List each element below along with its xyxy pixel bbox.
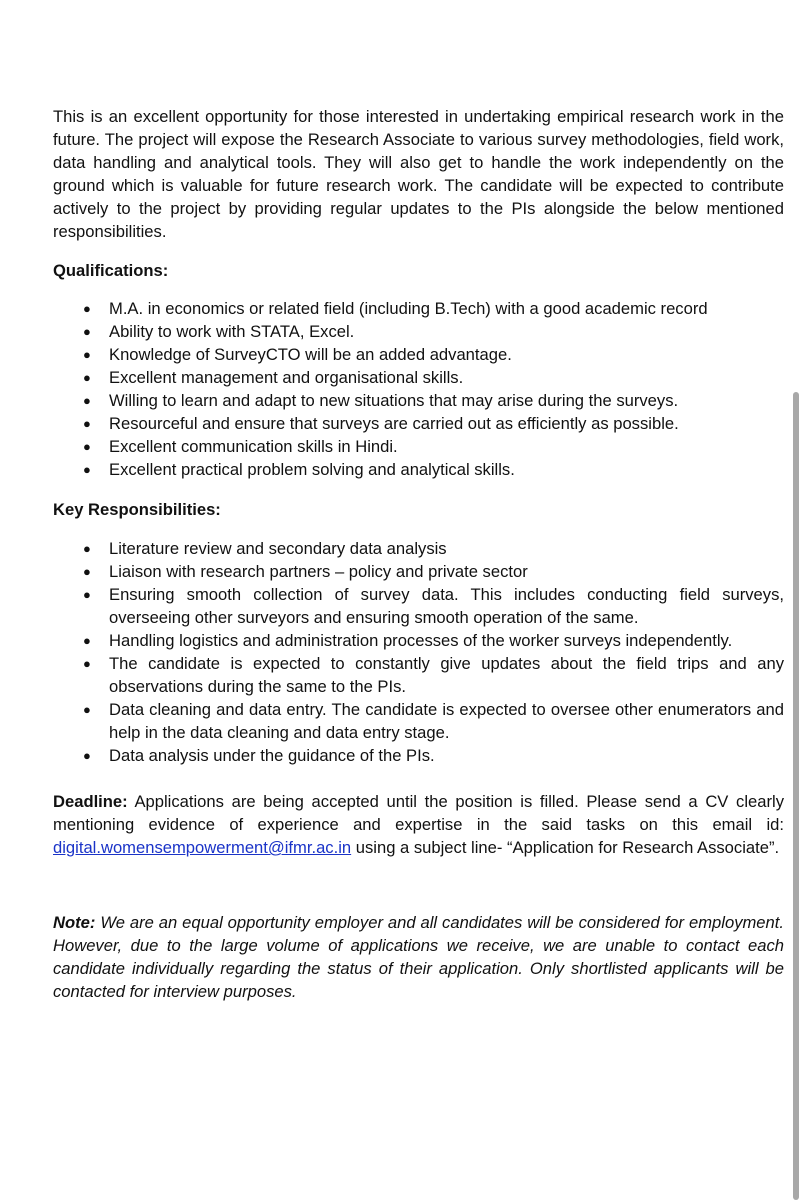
bullet-icon: ● bbox=[83, 347, 91, 362]
qualifications-heading: Qualifications: bbox=[53, 261, 169, 280]
bullet-icon: ● bbox=[83, 393, 91, 408]
deadline-text: Applications are being accepted until the position is filled. Please send a CV clearly mentioning evidence of experience and expertise in the said tasks on this email id: bbox=[53, 792, 784, 834]
list-item-text: Ensuring smooth collection of survey data. This includes conducting field surveys, overseeing other surveyors and ensuring smooth operation of the same. bbox=[109, 585, 784, 627]
bullet-icon: ● bbox=[83, 370, 91, 385]
list-item bbox=[53, 320, 784, 343]
list-item-text: M.A. in economics or related field (including B.Tech) with a good academic record bbox=[109, 299, 708, 318]
list-item bbox=[53, 412, 784, 435]
note-label: Note: bbox=[53, 913, 96, 932]
responsibilities-heading: Key Responsibilities: bbox=[53, 500, 221, 519]
bullet-icon: ● bbox=[83, 633, 91, 648]
list-item bbox=[53, 297, 784, 320]
list-item-text: Ability to work with STATA, Excel. bbox=[109, 322, 355, 341]
list-item bbox=[53, 389, 784, 412]
deadline-label: Deadline: bbox=[53, 792, 128, 811]
bullet-icon: ● bbox=[83, 541, 91, 556]
list-item-text: Resourceful and ensure that surveys are carried out as efficiently as possible. bbox=[109, 414, 679, 433]
bullet-icon: ● bbox=[83, 587, 91, 602]
list-item bbox=[53, 343, 784, 366]
list-item-text: Excellent practical problem solving and analytical skills. bbox=[109, 460, 515, 479]
email-link[interactable]: digital.womensempowerment@ifmr.ac.in bbox=[53, 838, 352, 857]
list-item bbox=[53, 583, 784, 629]
list-item-text: Data cleaning and data entry. The candidate is expected to oversee other enumerators and help in the data cleaning and data entry stage. bbox=[109, 700, 784, 742]
bullet-icon: ● bbox=[83, 656, 91, 671]
list-item bbox=[53, 458, 784, 481]
list-item-text: Data analysis under the guidance of the PIs. bbox=[109, 746, 435, 765]
list-item-text: Excellent communication skills in Hindi. bbox=[109, 437, 398, 456]
list-item-text: Excellent management and organisational skills. bbox=[109, 368, 464, 387]
bullet-icon: ● bbox=[83, 702, 91, 717]
qualifications-list bbox=[53, 297, 784, 481]
list-item bbox=[53, 560, 784, 583]
list-item bbox=[53, 698, 784, 744]
list-item-text: Literature review and secondary data analysis bbox=[109, 539, 447, 558]
bullet-icon: ● bbox=[83, 416, 91, 431]
scrollbar[interactable] bbox=[793, 392, 799, 1200]
list-item-text: Knowledge of SurveyCTO will be an added advantage. bbox=[109, 345, 512, 364]
responsibilities-list bbox=[53, 537, 784, 767]
bullet-icon: ● bbox=[83, 301, 91, 316]
list-item-text: The candidate is expected to constantly give updates about the field trips and any observations during the same to the PIs. bbox=[109, 654, 784, 696]
list-item bbox=[53, 435, 784, 458]
list-item-text: Handling logistics and administration processes of the worker surveys independently. bbox=[109, 631, 733, 650]
list-item bbox=[53, 537, 784, 560]
note-paragraph bbox=[53, 911, 784, 1003]
bullet-icon: ● bbox=[83, 324, 91, 339]
list-item bbox=[53, 652, 784, 698]
intro-paragraph: This is an excellent opportunity for those interested in undertaking empirical research work in the future. The project will expose the Research Associate to various survey methodologies, field work, data handling and analytical tools. They will also get to handle the work independently on the ground which is valuable for future research work. The candidate will be expected to contribute actively to the project by providing regular updates to the PIs alongside the below mentioned responsibilities. bbox=[53, 107, 784, 241]
list-item-text: Willing to learn and adapt to new situations that may arise during the surveys. bbox=[109, 391, 679, 410]
list-item-text: Liaison with research partners – policy and private sector bbox=[109, 562, 528, 581]
list-item bbox=[53, 366, 784, 389]
bullet-icon: ● bbox=[83, 564, 91, 579]
deadline-paragraph bbox=[53, 790, 784, 859]
bullet-icon: ● bbox=[83, 748, 91, 763]
note-text: We are an equal opportunity employer and all candidates will be considered for employment. However, due to the large volume of applications we receive, we are unable to contact each candidate individually regarding the status of their application. Only shortlisted applicants will be contacted for interview purposes. bbox=[53, 913, 784, 1001]
deadline-text-after: using a subject line- “Application for Research Associate”. bbox=[351, 838, 780, 857]
bullet-icon: ● bbox=[83, 439, 91, 454]
list-item bbox=[53, 744, 784, 767]
bullet-icon: ● bbox=[83, 462, 91, 477]
list-item bbox=[53, 629, 784, 652]
